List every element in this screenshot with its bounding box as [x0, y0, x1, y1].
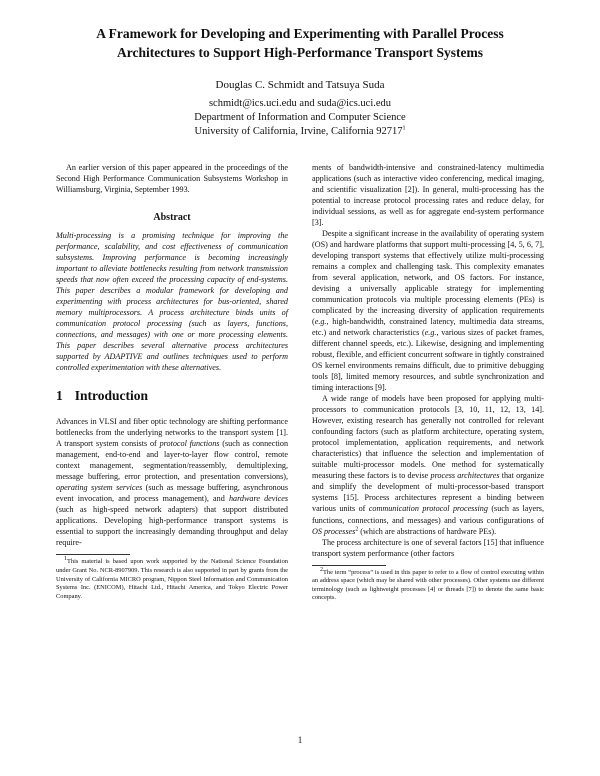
author-department: Department of Information and Computer Science — [194, 112, 406, 123]
left-column — [56, 162, 288, 601]
intro-text-a: Advances in VLSI and fiber optic technology are shifting performance bottlenecks from the underlying networks to the transport system [1]. A transport system consists of — [56, 417, 288, 449]
university-text: University of California, Irvine, California 92717 — [194, 126, 403, 137]
section-heading — [56, 388, 288, 404]
prelude-note: An earlier version of this paper appeared in the proceedings of the Second High Performance Communication Subsystems Workshop in Williamsburg, Virginia, September 1993. — [56, 163, 288, 195]
intro-text-c: (such as message buffering, asynchronous event invocation, and process management), and — [56, 483, 288, 504]
footnote-1-text: This material is based upon work supported by the National Science Foundation under Grant No. NCR-8907909. This research is also supported in part by grants from the University of California MICRO program, Nippon Steel Information and Communication Systems Inc. (ENICOM), Hitachi Ltd., Hitachi America, and Tokyo Electric Power Company. — [56, 558, 288, 600]
p2-eg-1: e.g. — [314, 317, 327, 327]
abstract-text: Multi-processing is a promising technique for improving the performance, scalability, and cost effectiveness of communication subsystems. Improving performance is becoming increasingly important to alleviate bottlenecks resulting from network transmission speeds that now often exceed the processing capacity of end-systems. This paper describes a modular framework for developing and experimenting with process architectures for bus-oriented, shared memory multiprocessors. A process architecture binds units of communication protocol processing (such as layers, functions, connections, and messages) with one or more processing elements. This paper describes several alternative process architectures supported by ADAPTIVE and outlines techniques used to perform controlled experimentation with these alternatives. — [56, 231, 288, 373]
p3-term-communication-processing: communication protocol processing — [368, 504, 488, 514]
author-email: schmidt@ics.uci.edu and suda@ics.uci.edu — [208, 98, 392, 109]
footnote-rule-right — [312, 565, 386, 566]
right-paragraph-2 — [312, 228, 544, 393]
p2-text-b: , high-bandwidth, constrained latency, multimedia data streams, etc.) and network characteristics ( — [312, 317, 544, 338]
right-paragraph-1: ments of bandwidth-intensive and constrained-latency multimedia applications (such as interactive video conferencing, medical imaging, and scientific visualization [2]). In general, multi-processing has the potential to increase protocol processing rates and reduce delay, for individual sessions, as well as for aggregate end-system performance [3]. — [312, 163, 544, 228]
section-title: Introduction — [74, 388, 149, 404]
right-paragraph-3 — [312, 393, 544, 536]
author-names: Douglas C. Schmidt and Tatsuya Suda — [215, 79, 385, 91]
p2-text-a: Despite a significant increase in the availability of operating system (OS) and hardware platforms that support multi-processing [4, 5, 6, 7], developing transport systems that effectively utilize multi-processing remains a complex and challenging task. This complexity emanates from several application, network, and OS factors. For instance, devising a universally applicable strategy for implementing communication protocols via multiple processing elements (PEs) is complicated by the increasing diversity of application requirements ( — [312, 229, 544, 327]
intro-text-d: (such as high-speed network adapters) that support distributed applications. Developing high-performance transport systems is essential to support the increasingly demanding throughput and delay require- — [56, 505, 288, 548]
section-number: 1 — [56, 388, 63, 404]
p3-term-os-processes: OS processes — [312, 526, 356, 536]
intro-paragraph — [56, 416, 288, 548]
footnote-2-mark: 2 — [320, 566, 323, 573]
title-line-2: Architectures to Support High-Performance Transport Systems — [116, 45, 484, 60]
abstract-heading: Abstract — [153, 212, 191, 224]
intro-term-hardware-devices: hardware devices — [228, 494, 288, 504]
footnote-ref-1: 1 — [402, 125, 406, 132]
author-block — [40, 78, 560, 139]
footnote-ref-2: 2 — [355, 525, 359, 532]
p3-text-d: (which are abstractions of hardware PEs). — [358, 526, 497, 536]
right-paragraph-4: The process architecture is one of several factors [15] that influence transport system performance (other factors — [312, 537, 544, 558]
right-column — [312, 162, 544, 603]
intro-text-b: (such as connection management, end-to-end and layer-to-layer flow control, remote context management, segmentation/reassembly, demultiplexing, message buffering, error protection, and presentation conversions), — [56, 439, 289, 482]
p3-term-process-architectures: process architectures — [430, 471, 500, 481]
paper-title — [40, 24, 560, 62]
footnote-2 — [312, 566, 544, 603]
footnote-2-text: The term “process” is used in this paper to refer to a flow of control executing within an address space (which may be shared with other processes). Other systems use different terminology (such as lightweight processes [4] or threads [7]) to denote the same basic concepts. — [312, 568, 544, 602]
author-university — [40, 125, 560, 139]
p3-text-a: A wide range of models have been proposed for applying multi-processors to communication protocols [3, 10, 11, 12, 13, 14]. However, existing research has generally not controlled for relevant confounding factors (such as platform architecture, operating system, protocol implementation, application requirements, and network characteristics) that influence the selection and implementation of suitable multi-processor models. One method for systematically measuring these factors is to devise — [312, 394, 544, 481]
footnote-1 — [56, 558, 288, 601]
p3-text-b: that organize and simplify the development of multi-processor-based transport systems [15]. Process architectures represent a binding between various units of — [312, 471, 544, 514]
p2-eg-2: e.g. — [424, 328, 437, 338]
p3-text-c: (such as layers, functions, connections, and messages) and various configurations of — [312, 504, 544, 525]
page-number: 1 — [297, 735, 303, 745]
intro-term-os-services: operating system services — [56, 483, 143, 493]
title-line-1: A Framework for Developing and Experimenting with Parallel Process — [96, 26, 504, 41]
footnote-1-mark: 1 — [64, 556, 67, 563]
intro-term-protocol-functions: protocol functions — [159, 439, 220, 449]
p2-text-c: , various sizes of packet frames, different channel speeds, etc.). Likewise, designing and implementing robust, flexible, and efficient concurrent software in tightly constrained OS kernel environments remains difficult, due to primitive debugging tools [8], limited memory resources, and subtle synchronization and timing interactions [9]. — [312, 328, 544, 393]
footnote-rule-left — [56, 554, 130, 555]
